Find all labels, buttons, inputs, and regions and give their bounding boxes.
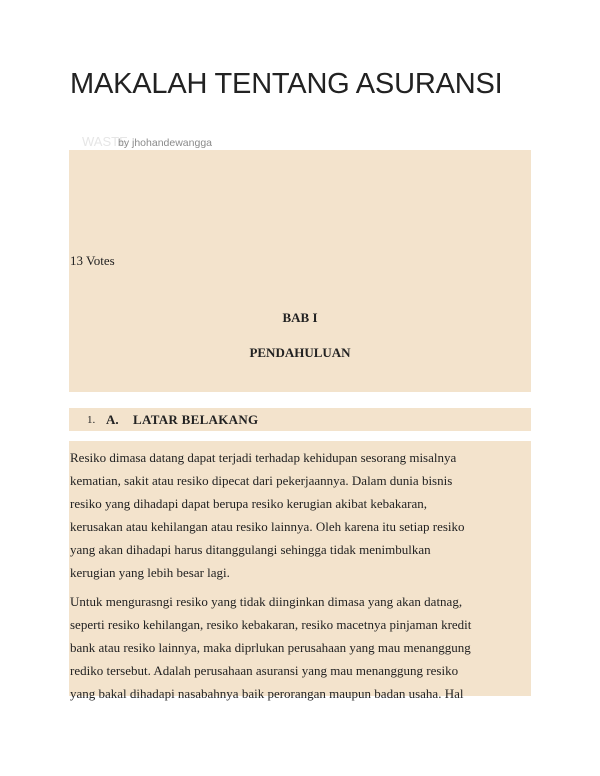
paragraph-line: kerusakan atau kehilangan atau resiko lainnya. Oleh karena itu setiap resiko: [70, 519, 465, 534]
paragraph-line: kerugian yang lebih besar lagi.: [70, 565, 230, 580]
paragraph-1: [70, 446, 530, 584]
section-letter: A.: [106, 412, 119, 427]
section-number: 1.: [87, 414, 96, 426]
paragraph-line: resiko yang dihadapi dapat berupa resiko kerugian akibat kebakaran,: [70, 496, 427, 511]
votes-count: 13 Votes: [70, 253, 115, 268]
paragraph-line: yang bakal dihadapi nasabahnya baik perorangan maupun badan usaha. Hal: [70, 686, 464, 701]
paragraph-line: yang akan dihadapi harus ditanggulangi sehingga tidak menimbulkan: [70, 542, 431, 557]
paragraph-line: Untuk mengurasngi resiko yang tidak diinginkan dimasa yang akan datnag,: [70, 594, 463, 609]
page-title: MAKALAH TENTANG ASURANSI: [70, 68, 503, 100]
faded-watermark: WASTE: [82, 134, 128, 149]
paragraph-line: seperti resiko kehilangan, resiko kebakaran, resiko macetnya pinjaman kredit: [70, 617, 472, 632]
chapter-label: BAB I: [282, 310, 318, 325]
paragraph-line: bank atau resiko lainnya, maka diprlukan perusahaan yang mau menanggung: [70, 640, 471, 655]
paragraph-line: Resiko dimasa datang dapat terjadi terhadap kehidupan sesorang misalnya: [70, 450, 457, 465]
paragraph-line: rediko tersebut. Adalah perusahaan asuransi yang mau menanggung resiko: [70, 663, 459, 678]
paragraph-line: kematian, sakit atau resiko dipecat dari pekerjaannya. Dalam dunia bisnis: [70, 473, 453, 488]
author-byline: by jhohandewangga: [118, 137, 212, 149]
chapter-title: PENDAHULUAN: [249, 345, 351, 360]
paragraph-2: [70, 590, 530, 705]
section-heading: LATAR BELAKANG: [133, 412, 259, 427]
